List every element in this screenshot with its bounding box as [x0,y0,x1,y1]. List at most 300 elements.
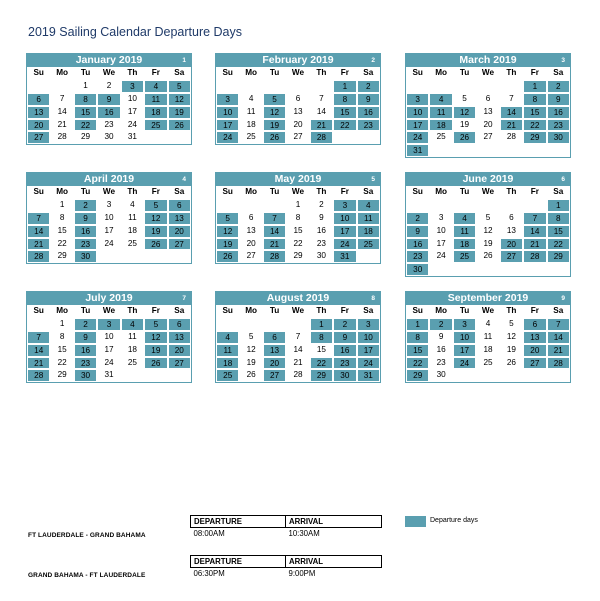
departure-day: 14 [263,225,286,238]
month-calendar [405,53,571,158]
weekday-label: We [291,68,305,77]
day-grid [26,305,192,383]
day-cell: 26 [483,251,493,261]
month-name: July 2019 [85,292,133,304]
departure-day: 16 [406,238,429,251]
day-cell: 17 [436,238,446,248]
departure-day: 20 [27,119,50,132]
weekday-label: Mo [435,68,448,77]
day-cell: 29 [57,370,67,380]
month-number: 3 [561,57,565,64]
weekday-label: Th [506,187,517,196]
day-cell: 17 [104,344,114,354]
day-cell: 13 [506,225,516,235]
departure-day: 19 [144,225,167,238]
day-cell: 2 [319,199,324,209]
month-header [215,172,381,186]
day-cell: 20 [246,238,256,248]
day-cell: 23 [316,238,326,248]
departure-day: 18 [216,357,239,370]
weekday-label: Fr [340,187,349,196]
departure-day: 26 [263,131,286,144]
departure-day: 21 [27,357,50,370]
departure-day: 20 [263,357,286,370]
departure-day: 23 [357,119,380,132]
departure-day: 16 [97,106,120,119]
departure-day: 2 [406,212,429,225]
departure-day: 8 [74,93,97,106]
empty-cell [216,199,239,212]
month-name: September 2019 [447,292,529,304]
departure-day: 8 [547,212,570,225]
departure-day: 14 [523,225,546,238]
departure-day: 22 [310,357,333,370]
weekday-label: Su [412,306,423,315]
departure-day: 26 [168,119,191,132]
day-cell: 12 [483,225,493,235]
departure-time: 06:30PM [193,569,225,578]
day-cell: 24 [127,119,137,129]
weekday-label: We [481,68,495,77]
weekday-label: Sa [174,306,185,315]
day-cell: 15 [57,225,67,235]
empty-cell [286,80,309,93]
departure-day: 26 [144,357,167,370]
departure-day: 30 [74,369,97,382]
weekday-label: Sa [553,306,564,315]
day-cell: 11 [128,331,137,341]
departure-day: 5 [144,318,167,331]
departure-day: 22 [74,119,97,132]
departure-day: 12 [168,93,191,106]
departure-day: 7 [523,212,546,225]
departure-day: 27 [168,238,191,251]
month-header [26,291,192,305]
departure-day: 30 [406,263,429,276]
month-header [26,53,192,67]
departure-day: 31 [406,144,429,157]
departure-day: 22 [333,119,356,132]
weekday-label: Su [412,187,423,196]
departure-day: 24 [453,357,476,370]
month-header [26,172,192,186]
departure-day: 17 [216,119,239,132]
day-cell: 23 [104,119,114,129]
departure-day: 8 [523,93,546,106]
day-cell: 6 [509,212,514,222]
empty-cell [500,199,523,212]
month-number: 7 [182,295,186,302]
departure-day: 8 [333,93,356,106]
month-number: 6 [561,176,565,183]
departure-day: 15 [333,106,356,119]
departure-day: 9 [547,93,570,106]
day-grid [215,186,381,264]
departure-day: 6 [263,331,286,344]
departure-day: 21 [27,238,50,251]
day-cell: 20 [483,119,493,129]
departure-day: 18 [144,106,167,119]
day-cell: 31 [127,132,137,142]
schedule-table [190,515,382,539]
departure-day: 15 [74,106,97,119]
departure-day: 29 [310,369,333,382]
empty-cell [406,80,429,93]
empty-cell [286,318,309,331]
departure-day: 8 [310,331,333,344]
weekday-label: Tu [459,68,470,77]
departure-day: 30 [547,131,570,144]
weekday-label: We [291,306,305,315]
departure-day: 28 [310,131,333,144]
departure-day: 30 [74,250,97,263]
day-cell: 14 [293,344,303,354]
day-cell: 12 [246,344,256,354]
departure-day: 22 [547,238,570,251]
day-cell: 10 [104,331,114,341]
day-cell: 29 [293,251,303,261]
weekday-label: Mo [435,187,448,196]
day-cell: 18 [127,225,137,235]
departure-day: 10 [333,212,356,225]
month-name: February 2019 [262,54,334,66]
departure-day: 28 [27,250,50,263]
weekday-label: Mo [56,68,69,77]
departure-day: 23 [547,119,570,132]
day-cell: 3 [438,212,444,222]
weekday-label: Sa [553,68,564,77]
weekday-label: We [291,187,305,196]
departure-day: 22 [523,119,546,132]
departure-day: 19 [168,106,191,119]
weekday-label: Sa [363,306,374,315]
departure-day: 1 [523,80,546,93]
weekday-label: Tu [80,306,91,315]
weekday-label: We [481,306,495,315]
departure-day: 27 [263,369,286,382]
month-number: 4 [182,176,186,183]
departure-day: 15 [406,344,429,357]
departure-day: 3 [406,93,429,106]
departure-day: 29 [547,250,570,263]
day-cell: 31 [104,370,114,380]
departure-day: 9 [333,331,356,344]
route-label: FT LAUDERDALE - GRAND BAHAMA [28,532,146,539]
day-cell: 18 [483,344,493,354]
weekday-label: Su [222,306,233,315]
departure-day: 27 [27,131,50,144]
month-name: March 2019 [459,54,517,66]
departure-day: 12 [144,331,167,344]
empty-cell [429,80,452,93]
weekday-label: Mo [245,68,258,77]
departure-day: 19 [263,119,286,132]
month-calendar [405,172,571,277]
departure-day: 25 [216,369,239,382]
schedule-table [190,555,382,579]
departure-day: 6 [27,93,50,106]
day-cell: 9 [438,331,444,341]
departure-day: 23 [406,250,429,263]
day-cell: 3 [106,199,112,209]
month-calendar [405,291,571,383]
empty-cell [50,80,73,93]
weekday-label: Fr [340,306,349,315]
day-cell: 8 [295,212,301,222]
month-number: 8 [371,295,375,302]
month-header [215,53,381,67]
weekday-label: Mo [56,187,69,196]
arrival-header: ARRIVAL [286,516,382,528]
departure-day: 7 [27,331,50,344]
departure-day: 14 [27,225,50,238]
empty-cell [453,80,476,93]
departure-day: 21 [310,119,333,132]
day-cell: 6 [485,93,491,103]
departure-day: 1 [310,318,333,331]
day-cell: 5 [248,331,254,341]
day-cell: 14 [316,106,326,116]
day-cell: 25 [436,132,446,142]
weekday-label: Th [506,68,517,77]
weekday-label: Mo [245,306,258,315]
departure-day: 20 [500,238,523,251]
departure-day: 17 [406,119,429,132]
weekday-label: Tu [459,187,470,196]
departure-day: 28 [27,369,50,382]
day-cell: 11 [128,212,137,222]
departure-day: 2 [74,199,97,212]
departure-day: 13 [27,106,50,119]
departure-day: 31 [357,369,380,382]
day-cell: 15 [293,225,303,235]
empty-cell [27,199,50,212]
weekday-label: Mo [245,187,258,196]
weekday-label: Th [506,306,517,315]
departure-day: 2 [547,80,570,93]
month-header [405,291,571,305]
day-cell: 22 [57,238,67,248]
weekday-label: We [102,306,116,315]
day-cell: 28 [293,370,303,380]
day-cell: 30 [436,370,446,380]
weekday-label: Th [127,187,138,196]
empty-cell [453,199,476,212]
empty-cell [476,199,499,212]
day-cell: 1 [59,199,65,209]
departure-day: 9 [74,212,97,225]
empty-cell [263,318,286,331]
day-grid [215,305,381,383]
departure-day: 3 [453,318,476,331]
departure-day: 3 [121,80,144,93]
weekday-label: Fr [151,306,160,315]
weekday-label: Sa [363,187,374,196]
empty-cell [310,80,333,93]
departure-day: 20 [168,344,191,357]
weekday-label: Th [127,306,138,315]
departure-day: 11 [453,225,476,238]
empty-cell [500,80,523,93]
departure-day: 9 [357,93,380,106]
empty-cell [476,80,499,93]
departure-day: 14 [500,106,523,119]
day-cell: 29 [57,251,67,261]
departure-day: 14 [547,331,570,344]
departure-header: DEPARTURE [191,516,286,528]
departure-day: 19 [216,238,239,251]
day-cell: 5 [509,318,514,328]
departure-day: 1 [406,318,429,331]
weekday-label: Sa [174,187,185,196]
day-cell: 25 [246,132,256,142]
legend-label: Departure days [430,517,478,524]
empty-cell [239,80,262,93]
departure-day: 2 [357,80,380,93]
departure-day: 18 [453,238,476,251]
weekday-label: Su [222,68,233,77]
weekday-label: Sa [363,68,374,77]
departure-day: 9 [74,331,97,344]
day-cell: 28 [506,132,516,142]
departure-day: 11 [429,106,452,119]
day-cell: 1 [59,318,65,328]
day-cell: 18 [246,119,256,129]
weekday-label: Tu [269,306,280,315]
empty-cell [523,199,546,212]
departure-day: 11 [357,212,380,225]
day-cell: 24 [104,238,114,248]
day-grid [405,67,571,158]
month-header [405,53,571,67]
departure-day: 21 [263,238,286,251]
day-cell: 4 [130,199,135,209]
departure-day: 6 [523,318,546,331]
weekday-label: Fr [340,68,349,77]
day-cell: 22 [293,238,303,248]
month-name: April 2019 [83,173,135,185]
month-calendar [215,172,381,264]
departure-day: 24 [216,131,239,144]
departure-day: 10 [406,106,429,119]
departure-day: 8 [406,331,429,344]
day-cell: 19 [246,357,256,367]
weekday-label: Tu [80,68,91,77]
departure-day: 26 [216,250,239,263]
day-cell: 11 [246,106,256,116]
departure-day: 5 [168,80,191,93]
day-cell: 23 [436,357,446,367]
departure-day: 9 [406,225,429,238]
weekday-label: Su [33,306,44,315]
day-cell: 11 [483,331,493,341]
day-cell: 10 [436,225,446,235]
departure-day: 3 [97,318,120,331]
departure-day: 24 [406,131,429,144]
departure-day: 11 [216,344,239,357]
departure-day: 25 [144,119,167,132]
day-cell: 27 [246,251,256,261]
day-cell: 4 [485,318,491,328]
day-cell: 1 [83,80,88,90]
empty-cell [239,199,262,212]
departure-day: 1 [547,199,570,212]
month-calendar [26,291,192,383]
month-calendar [26,53,192,145]
weekday-label: Su [412,68,423,77]
day-cell: 10 [104,212,114,222]
day-grid [215,67,381,145]
month-number: 2 [371,57,375,64]
weekday-label: Th [316,68,327,77]
day-cell: 30 [104,132,114,142]
departure-day: 4 [429,93,452,106]
day-cell: 6 [248,212,254,222]
departure-day: 16 [357,106,380,119]
departure-day: 7 [263,212,286,225]
departure-day: 13 [168,212,191,225]
day-cell: 19 [506,344,516,354]
day-cell: 10 [127,93,137,103]
weekday-label: We [481,187,495,196]
weekday-label: Sa [174,68,185,77]
day-grid [26,186,192,264]
day-cell: 7 [59,93,65,103]
month-number: 9 [561,295,565,302]
departure-day: 12 [144,212,167,225]
day-cell: 27 [293,132,303,142]
departure-day: 9 [97,93,120,106]
departure-day: 4 [121,318,144,331]
day-grid [26,67,192,145]
day-cell: 4 [248,93,254,103]
day-cell: 19 [483,238,493,248]
legend-swatch [405,516,426,527]
departure-day: 30 [333,369,356,382]
departure-day: 28 [263,250,286,263]
departure-day: 3 [216,93,239,106]
weekday-label: Fr [151,68,160,77]
day-cell: 22 [57,357,67,367]
departure-day: 4 [216,331,239,344]
departure-day: 2 [333,318,356,331]
day-cell: 26 [506,357,516,367]
departure-day: 13 [263,344,286,357]
weekday-label: Su [33,187,44,196]
day-cell: 30 [316,251,326,261]
departure-day: 26 [144,238,167,251]
departure-day: 6 [168,318,191,331]
departure-day: 5 [263,93,286,106]
departure-day: 12 [453,106,476,119]
departure-day: 17 [357,344,380,357]
departure-day: 12 [263,106,286,119]
day-cell: 16 [316,225,326,235]
month-name: January 2019 [75,54,143,66]
departure-day: 7 [547,318,570,331]
day-cell: 1 [295,199,301,209]
day-cell: 27 [483,132,493,142]
day-cell: 20 [293,119,303,129]
departure-day: 20 [523,344,546,357]
weekday-label: Fr [151,187,160,196]
departure-day: 15 [523,106,546,119]
weekday-label: Tu [459,306,470,315]
arrival-header: ARRIVAL [286,556,382,568]
departure-day: 16 [547,106,570,119]
departure-day: 17 [453,344,476,357]
departure-day: 16 [74,344,97,357]
